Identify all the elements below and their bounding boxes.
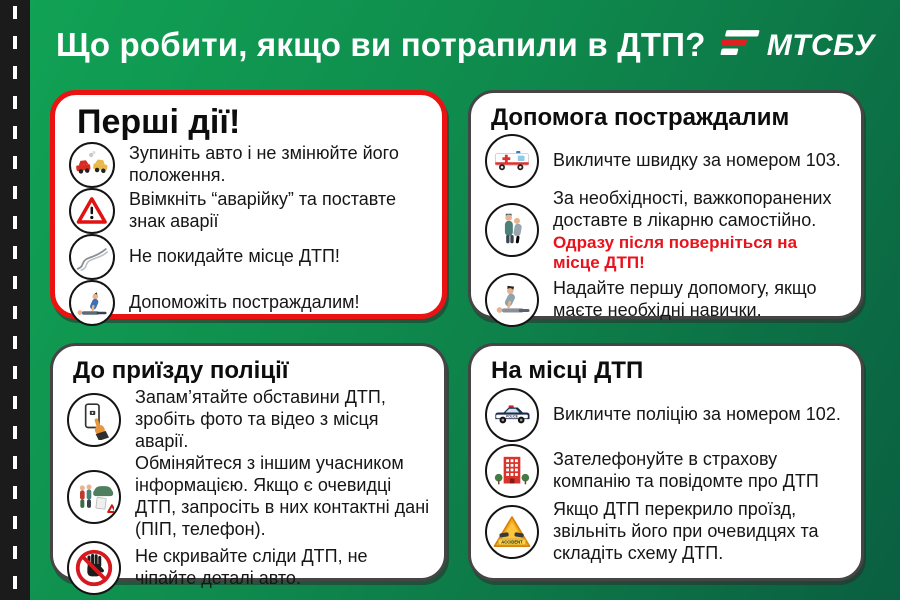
item-warning-text: Одразу після поверніться на місце ДТП!: [553, 232, 798, 272]
item-text: Не покидайте місце ДТП!: [129, 246, 340, 267]
list-item: [69, 188, 428, 234]
carry-injured-icon: [485, 203, 539, 257]
card-title: На місці ДТП: [491, 357, 644, 384]
list-item: [69, 142, 428, 188]
accident-sign-label: ACCIDENT: [501, 539, 523, 545]
item-text: Викличте швидку за номером 103.: [553, 150, 841, 171]
ambulance-icon: [485, 134, 539, 188]
item-text: Надайте першу допомогу, якщо маєте необхідні навички.: [553, 277, 817, 320]
road-stripe: [0, 0, 30, 600]
no-touch-icon: [67, 541, 121, 595]
card-at-scene: [468, 343, 864, 581]
item-text: Зупиніть авто і не змінюйте його положення.: [129, 143, 399, 185]
list-item: [67, 387, 430, 453]
item-text: За необхідності, важкопоранених доставте в лікарню самостійно.: [553, 188, 832, 230]
insurance-building-icon: [485, 444, 539, 498]
accident-sign-icon: [485, 505, 539, 559]
list-item: [485, 188, 847, 273]
item-text: Якщо ДТП перекрило проїзд, звільніть його при очевидцях та складіть схему ДТП.: [553, 499, 819, 564]
list-item: [485, 273, 847, 327]
item-text: Зателефонуйте в страхову компанію та повідомте про ДТП: [553, 448, 819, 491]
police-car-icon: [485, 388, 539, 442]
cards-grid: [50, 90, 864, 588]
list-item: [69, 234, 428, 280]
card-title: Перші дії!: [77, 103, 241, 141]
list-item: [485, 499, 847, 565]
exchange-info-icon: [67, 470, 121, 524]
card-help-victims: [468, 90, 864, 319]
list-item: [485, 444, 847, 498]
list-item: [67, 453, 430, 541]
card-before-police: [50, 343, 447, 588]
car-crash-icon: [69, 142, 115, 188]
item-text: Викличте поліцію за номером 102.: [553, 403, 841, 424]
mtsbu-logo-icon: [714, 28, 762, 63]
card-title: До приїзду поліції: [73, 357, 289, 384]
mtsbu-logo-text: МТСБУ: [766, 28, 875, 62]
item-text: Запам’ятайте обставини ДТП, зробіть фото та відео з місця аварії.: [135, 387, 386, 451]
list-item: [67, 541, 430, 595]
skid-marks-icon: [69, 234, 115, 280]
list-item: [485, 388, 847, 442]
list-item: [69, 280, 428, 326]
cpr-icon: [69, 280, 115, 326]
item-text: Допоможіть постраждалим!: [129, 292, 360, 313]
card-first-actions: [50, 90, 447, 319]
card-title: Допомога постраждалим: [491, 104, 790, 131]
phone-photo-icon: [67, 393, 121, 447]
list-item: [485, 134, 847, 188]
page-title: Що робити, якщо ви потрапили в ДТП?: [56, 26, 706, 63]
police-car-label: POLICE: [506, 414, 518, 419]
item-text: Ввімкніть “аварійку” та поставте знак аварії: [129, 189, 396, 231]
mtsbu-logo: [714, 28, 875, 63]
warning-triangle-icon: [69, 188, 115, 234]
item-text: Не скривайте сліди ДТП, не чіпайте деталі авто.: [135, 545, 368, 588]
item-text: Обміняйтеся з іншим учасником інформацією. Якщо є очевидці ДТП, запросіть в них контактні дані (ПІП, телефон).: [135, 452, 430, 539]
first-aid-icon: [485, 273, 539, 327]
